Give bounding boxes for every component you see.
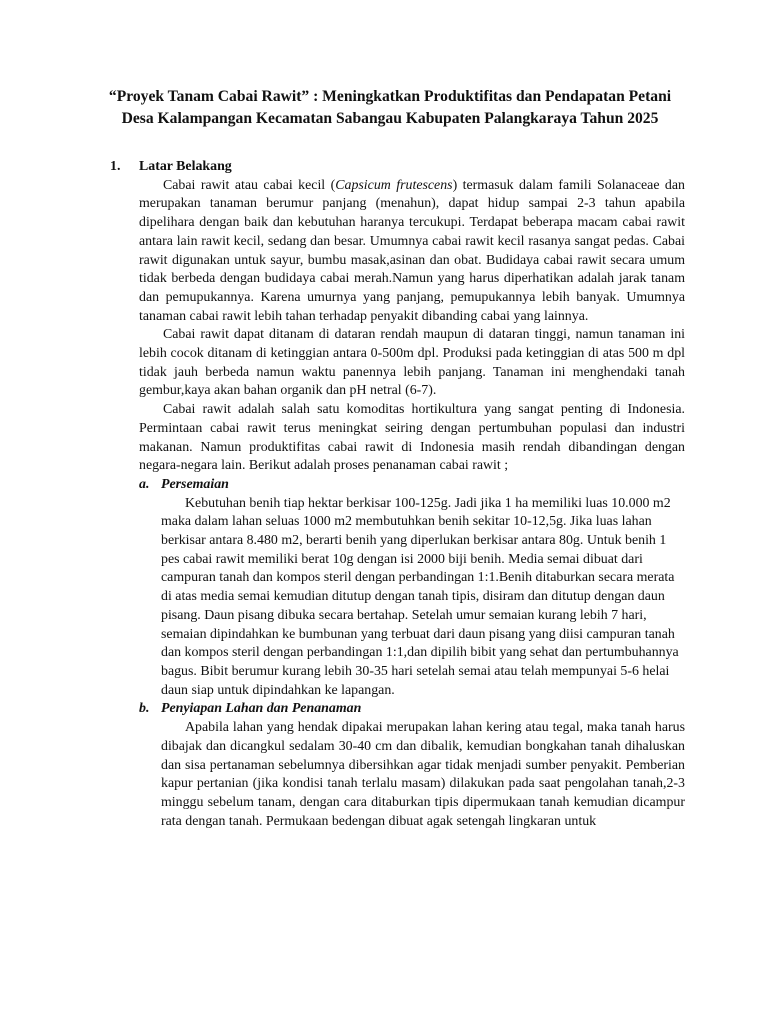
paragraph-3: Cabai rawit adalah salah satu komoditas hortikultura yang sangat penting di Indonesia. Permintaan cabai rawit terus meningkat seiring dengan pertumbuhan populasi dan industri makanan. Namun produktifitas cabai rawit di Indonesia masih rendah dibandingan dengan negara-negara lain. Berikut adalah proses penanaman cabai rawit ; xyxy=(139,402,685,474)
paragraph-1 xyxy=(139,177,685,327)
subsection-heading-persemaian xyxy=(139,476,685,495)
subsection-persemaian xyxy=(139,476,685,700)
subsection-letter: a. xyxy=(139,476,150,492)
section-title: Latar Belakang xyxy=(139,159,232,174)
document-title: “Proyek Tanam Cabai Rawit” : Meningkatkan Produktifitas dan Pendapatan Petani Desa Kalampangan Kecamatan Sabangau Kabupaten Palangkaraya Tahun 2025 xyxy=(108,88,672,127)
paragraph-1-text-start: Cabai rawit atau cabai kecil ( xyxy=(163,177,336,193)
subsection-heading-penyiapan-lahan xyxy=(139,700,685,719)
document-body xyxy=(110,158,685,831)
subsection-title: Persemaian xyxy=(161,476,229,492)
subsection-penyiapan-lahan xyxy=(139,700,685,831)
paragraph-2: Cabai rawit dapat ditanam di dataran rendah maupun di dataran tinggi, namun tanaman ini lebih cocok ditanam di ketinggian antara 0-500m dpl. Produksi pada ketinggian di atas 500 m dpl tidak jauh berbeda namun waktu panennya lebih panjang. Tanaman ini menghendaki tanah gembur,kaya akan bahan organik dan pH netral (6-7). xyxy=(139,327,685,399)
paragraph-1-text-end: ) termasuk dalam famili Solanaceae dan merupakan tanaman berumur panjang (menahun), dapat hidup sampai 2-3 tahun apabila dipelihara dengan baik dan kebutuhan haranya tercukupi. Terdapat beberapa macam cabai rawit antara lain rawit kecil, sedang dan besar. Umumnya cabai rawit kecil rasanya sangat pedas. Cabai rawit digunakan untuk sayur, bumbu masak,asinan dan obat. Budidaya cabai rawit secara umum tidak berbeda dengan budidaya cabai merah.Namun yang harus diperhatikan adalah jarak tanam dan pemupukannya. Karena umurnya yang panjang, pemupukannya lebih banyak. Umumnya tanaman cabai rawit lebih tahan terhadap penyakit dibanding cabai yang lainnya. xyxy=(139,177,685,324)
subsection-letter: b. xyxy=(139,701,150,717)
subsection-text-penyiapan-lahan: Apabila lahan yang hendak dipakai merupakan lahan kering atau tegal, maka tanah harus dibajak dan dicangkul sedalam 30-40 cm dan dibalik, kemudian bongkahan tanah dihaluskan dan sisa pertanaman sebelumnya dibersihkan agar tidak menjadi sumber penyakit. Pemberian kapur pertanian (jika kondisi tanah terlalu masam) dilakukan pada saat pengolahan tanah,2-3 minggu sebelum tanam, dengan cara ditaburkan tipis dipermukaan tanah kemudian dicampur rata dengan tanah. Permukaan bedengan dibuat agak setengah lingkaran untuk xyxy=(161,720,685,829)
section-number: 1. xyxy=(110,159,121,174)
section-heading-latar-belakang xyxy=(110,158,685,177)
scientific-name: Capsicum frutescens xyxy=(335,177,453,193)
subsection-title: Penyiapan Lahan dan Penanaman xyxy=(161,701,362,717)
subsection-text-persemaian: Kebutuhan benih tiap hektar berkisar 100-125g. Jadi jika 1 ha memiliki luas 10.000 m2 maka dalam lahan seluas 1000 m2 membutuhkan benih sekitar 10-12,5g. Jika luas lahan berkisar antara 8.480 m2, berarti benih yang diperlukan berkisar antara 80g. Untuk benih 1 pes cabai rawit memiliki berat 10g dengan isi 2000 biji benih. Media semai dibuat dari campuran tanah dan kompos steril dengan perbandingan 1:1.Benih ditaburkan secara merata di atas media semai kemudian ditutup dengan tanah tipis, disiram dan ditutup dengan daun pisang. Daun pisang dibuka secara bertahap. Setelah umur semaian kurang lebih 7 hari, semaian dipindahkan ke bumbunan yang terbuat dari daun pisang yang diisi campuran tanah dan kompos steril dengan perbandingan 1:1,dan dipilih bibit yang sehat dan pertumbuhannya bagus. Bibit berumur kurang lebih 30-35 hari setelah semai atau telah mempunyai 5-6 helai daun siap untuk dipindahkan ke lapangan. xyxy=(161,495,679,698)
